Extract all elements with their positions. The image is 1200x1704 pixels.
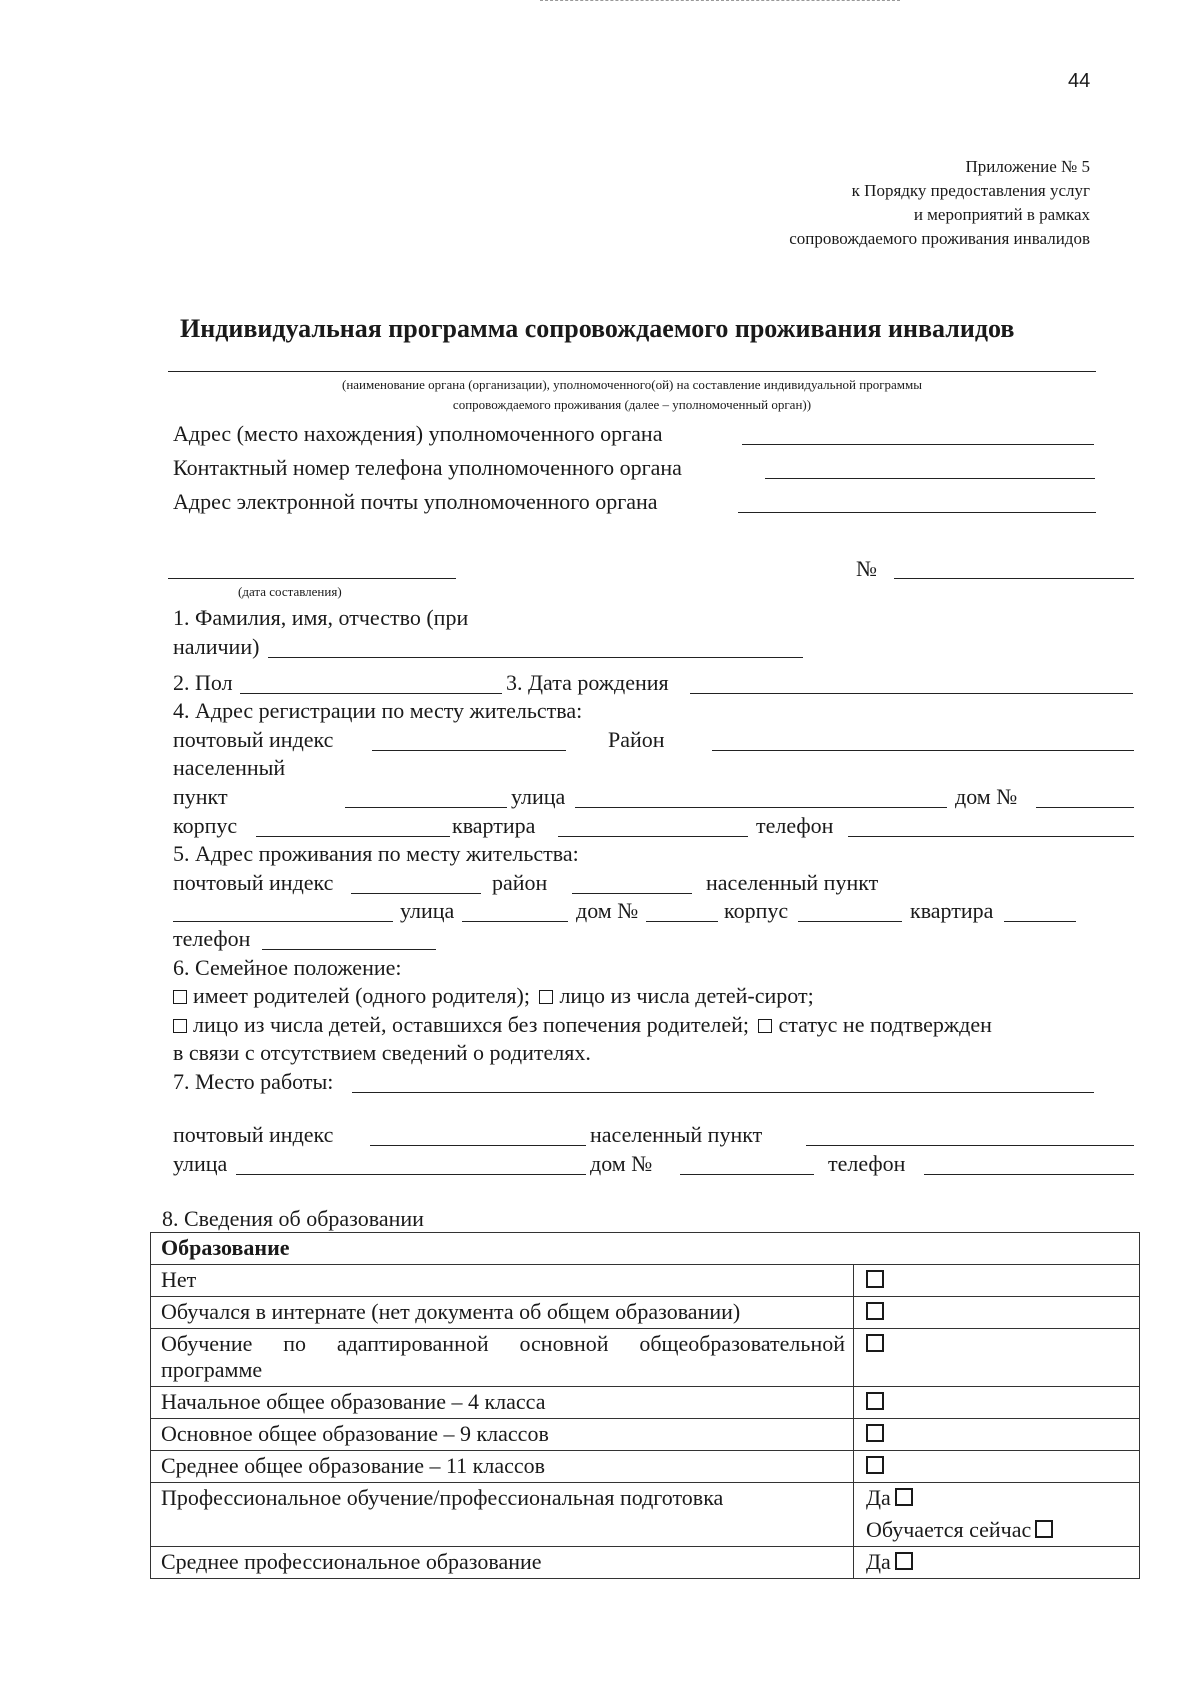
s7-house-field[interactable] [680, 1174, 814, 1175]
org-phone-field[interactable] [765, 478, 1095, 479]
s7-postcode-field[interactable] [370, 1145, 586, 1146]
s7-house-label: дом № [590, 1151, 653, 1176]
s4-apartment-field[interactable] [558, 836, 748, 837]
s5-postcode-label: почтовый индекс [173, 870, 334, 895]
checkbox-status-unconfirmed[interactable] [758, 1019, 772, 1033]
s5-apartment-label: квартира [910, 898, 994, 923]
education-option: Среднее общее образование – 11 классов [151, 1451, 854, 1483]
date-field[interactable] [168, 578, 456, 579]
org-name-field[interactable] [168, 371, 1096, 372]
number-label: № [856, 556, 877, 581]
table-row [151, 1483, 1140, 1547]
s5-house-field[interactable] [646, 921, 718, 922]
table-row [151, 1387, 1140, 1419]
s5-street-field[interactable] [462, 921, 568, 922]
studying-now-label: Обучается сейчас [866, 1517, 1032, 1542]
checkbox-orphan[interactable] [539, 990, 553, 1004]
education-option: Основное общее образование – 9 классов [151, 1419, 854, 1451]
s4-phone-field[interactable] [848, 836, 1134, 837]
checkbox-education-basic[interactable] [866, 1424, 884, 1442]
s4-postcode-field[interactable] [372, 750, 566, 751]
s5-district-label: район [492, 870, 548, 895]
s6-row-2 [173, 1012, 992, 1038]
s5-district-field[interactable] [572, 893, 692, 894]
s7-label: 7. Место работы: [173, 1069, 334, 1094]
sex-field[interactable] [240, 693, 502, 694]
option-status-unconfirmed: статус не подтвержден [778, 1012, 992, 1037]
workplace-field[interactable] [352, 1092, 1094, 1093]
education-option: Начальное общее образование – 4 класса [151, 1387, 854, 1419]
org-caption: (наименование органа (организации), уполномоченного(ой) на составление индивидуальной программы [342, 377, 922, 392]
checkbox-education-primary[interactable] [866, 1392, 884, 1410]
table-row [151, 1297, 1140, 1329]
s4-label: 4. Адрес регистрации по месту жительства: [173, 698, 583, 723]
org-address-label: Адрес (место нахождения) уполномоченного органа [173, 421, 663, 446]
s4-building-label: корпус [173, 813, 238, 838]
s7-phone-label: телефон [828, 1151, 906, 1176]
education-option: Профессиональное обучение/профессиональная подготовка [151, 1483, 854, 1547]
s5-locality-label: населенный пункт [706, 870, 879, 895]
checkbox-secondary-vocational-yes[interactable] [895, 1552, 913, 1570]
s4-district-field[interactable] [712, 750, 1134, 751]
option-orphan: лицо из числа детей-сирот; [559, 983, 814, 1008]
education-table [150, 1232, 1140, 1579]
option-status-unconfirmed-cont: в связи с отсутствием сведений о родителях. [173, 1040, 591, 1065]
s5-house-label: дом № [576, 898, 639, 923]
org-address-field[interactable] [742, 444, 1094, 445]
org-email-field[interactable] [738, 512, 1096, 513]
s4-building-field[interactable] [256, 836, 450, 837]
appendix-line: сопровождаемого проживания инвалидов [789, 229, 1090, 248]
s5-building-label: корпус [724, 898, 789, 923]
checkbox-vocational-training-studying[interactable] [1035, 1520, 1053, 1538]
table-row [151, 1419, 1140, 1451]
s7-street-label: улица [173, 1151, 228, 1176]
document-title: Индивидуальная программа сопровождаемого проживания инвалидов [180, 314, 1015, 343]
education-option: Нет [151, 1265, 854, 1297]
s8-label: 8. Сведения об образовании [162, 1206, 424, 1231]
checkbox-education-secondary[interactable] [866, 1456, 884, 1474]
checkbox-education-none[interactable] [866, 1270, 884, 1288]
s4-locality-field[interactable] [345, 807, 507, 808]
table-row [151, 1265, 1140, 1297]
table-row [151, 1451, 1140, 1483]
s6-row-1 [173, 983, 814, 1009]
s5-building-field[interactable] [798, 921, 902, 922]
s5-label: 5. Адрес проживания по месту жительства: [173, 841, 579, 866]
s1-label: 1. Фамилия, имя, отчество (при [173, 605, 469, 630]
checkbox-vocational-training-yes[interactable] [895, 1488, 913, 1506]
org-caption: сопровождаемого проживания (далее – уполномоченный орган)) [452, 397, 812, 412]
table-row [151, 1329, 1140, 1387]
yes-label: Да [866, 1549, 891, 1574]
checkbox-education-adapted[interactable] [866, 1334, 884, 1352]
s4-phone-label: телефон [756, 813, 834, 838]
s5-locality-field[interactable] [173, 921, 393, 922]
s4-locality-label-cont: пункт [173, 784, 228, 809]
education-option: Среднее профессиональное образование [151, 1547, 854, 1579]
s4-house-field[interactable] [1036, 807, 1134, 808]
s5-phone-field[interactable] [262, 949, 436, 950]
org-phone-label: Контактный номер телефона уполномоченного органа [173, 455, 682, 480]
page-number: 44 [1068, 70, 1091, 92]
checkbox-has-parents[interactable] [173, 990, 187, 1004]
checkbox-without-care[interactable] [173, 1019, 187, 1033]
org-email-label: Адрес электронной почты уполномоченного органа [173, 489, 658, 514]
table-header-row [151, 1233, 1140, 1265]
s5-street-label: улица [400, 898, 455, 923]
birthdate-field[interactable] [690, 693, 1133, 694]
appendix-line: и мероприятий в рамках [913, 205, 1090, 224]
s5-phone-label: телефон [173, 926, 251, 951]
number-field[interactable] [894, 578, 1134, 579]
checkbox-education-boarding[interactable] [866, 1302, 884, 1320]
s7-postcode-label: почтовый индекс [173, 1122, 334, 1147]
appendix-line: Приложение № 5 [965, 157, 1090, 176]
s7-locality-label: населенный пункт [590, 1122, 763, 1147]
education-option: Обучение по адаптированной основной общеобразовательной программе [151, 1329, 854, 1387]
s5-postcode-field[interactable] [351, 893, 481, 894]
s3-label: 3. Дата рождения [506, 670, 669, 695]
appendix-line: к Порядку предоставления услуг [851, 181, 1090, 200]
option-without-care: лицо из числа детей, оставшихся без попечения родителей; [193, 1012, 749, 1037]
s4-house-label: дом № [955, 784, 1018, 809]
s4-postcode-label: почтовый индекс [173, 727, 334, 752]
education-header: Образование [151, 1233, 1140, 1265]
date-caption: (дата составления) [238, 584, 342, 599]
s4-apartment-label: квартира [452, 813, 536, 838]
s7-locality-field[interactable] [806, 1145, 1134, 1146]
s1-label-cont: наличии) [173, 634, 260, 659]
fio-field[interactable] [268, 657, 803, 658]
education-option: Обучался в интернате (нет документа об общем образовании) [151, 1297, 854, 1329]
appendix-block [789, 155, 1090, 251]
s7-phone-field[interactable] [924, 1174, 1134, 1175]
option-has-parents: имеет родителей (одного родителя); [193, 983, 530, 1008]
s4-street-field[interactable] [575, 807, 947, 808]
yes-label: Да [866, 1485, 891, 1510]
s5-apartment-field[interactable] [1004, 921, 1076, 922]
s6-label: 6. Семейное положение: [173, 955, 402, 980]
s4-district-label: Район [608, 727, 665, 752]
s4-street-label: улица [511, 784, 566, 809]
s4-locality-label: населенный [173, 755, 286, 780]
s2-label: 2. Пол [173, 670, 233, 695]
s7-street-field[interactable] [236, 1174, 586, 1175]
scan-top-mark [540, 0, 900, 3]
table-row [151, 1547, 1140, 1579]
